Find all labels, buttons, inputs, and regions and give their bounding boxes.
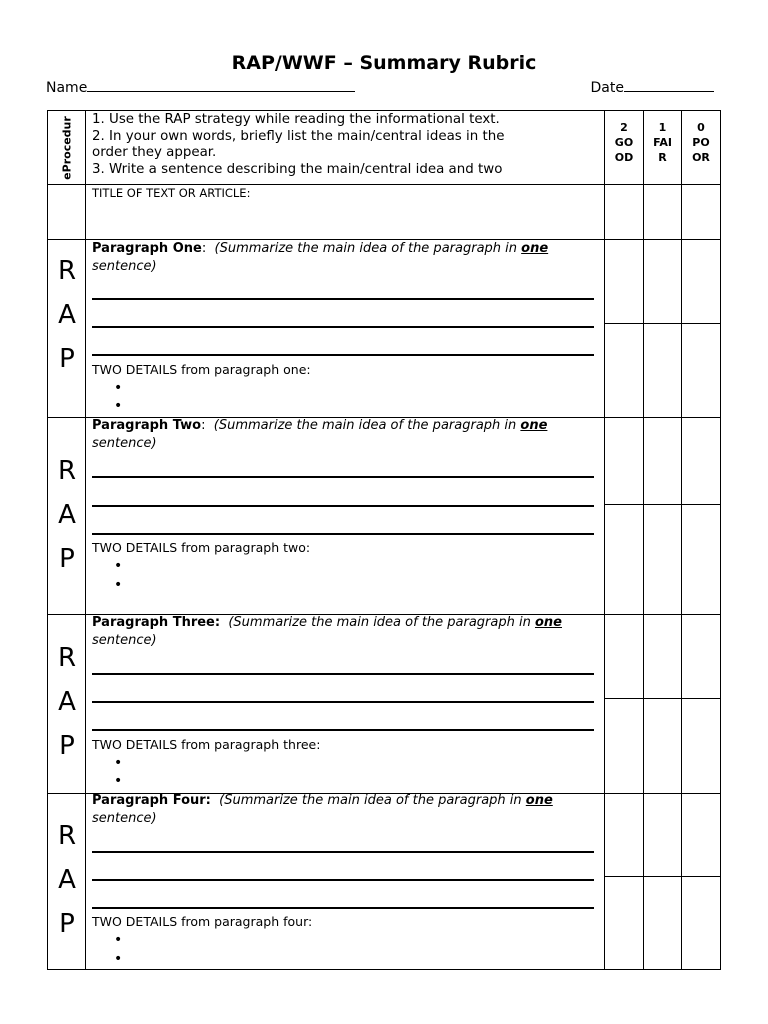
writing-line[interactable] bbox=[92, 879, 594, 881]
score-value: 0 bbox=[697, 121, 705, 134]
rap-letter-p: P bbox=[59, 731, 75, 761]
writing-line[interactable] bbox=[92, 851, 594, 853]
score-label: R bbox=[658, 151, 667, 164]
writing-line[interactable] bbox=[92, 354, 594, 356]
writing-line[interactable] bbox=[92, 907, 594, 909]
table-border-top bbox=[47, 110, 720, 111]
detail-bullet[interactable]: • bbox=[114, 951, 123, 967]
detail-bullet[interactable]: • bbox=[114, 380, 123, 396]
procedure-label: eProcedur bbox=[60, 116, 74, 180]
paragraph-instruction-end: sentence) bbox=[92, 811, 157, 826]
page-title: RAP/WWF – Summary Rubric bbox=[231, 52, 537, 74]
score-header-good bbox=[605, 112, 643, 165]
writing-line[interactable] bbox=[92, 298, 594, 300]
paragraph-instruction-end: sentence) bbox=[92, 436, 157, 451]
paragraph-emphasis: one bbox=[525, 793, 553, 808]
rap-letter-r: R bbox=[57, 456, 77, 486]
col-divider bbox=[604, 110, 605, 970]
writing-line[interactable] bbox=[92, 476, 594, 478]
detail-bullet[interactable]: • bbox=[114, 755, 123, 771]
rap-letters bbox=[48, 249, 86, 381]
instruction-line: 2. In your own words, briefly list the main/central ideas in the bbox=[92, 128, 505, 144]
rap-letter-a: A bbox=[58, 865, 76, 895]
score-header-fair bbox=[644, 112, 681, 165]
score-label: GO bbox=[614, 136, 634, 149]
rap-letter-a: A bbox=[58, 687, 76, 717]
paragraph-three-details-label: TWO DETAILS from paragraph three: bbox=[92, 737, 321, 752]
rap-letter-r: R bbox=[57, 256, 77, 286]
paragraph-name: Paragraph Two bbox=[92, 418, 202, 433]
col-divider bbox=[681, 110, 682, 970]
score-value: 1 bbox=[658, 121, 667, 134]
rap-letters bbox=[48, 814, 86, 946]
score-label: PO bbox=[692, 136, 710, 149]
instruction-line: 1. Use the RAP strategy while reading the informational text. bbox=[92, 112, 500, 127]
rap-letter-a: A bbox=[58, 300, 76, 330]
score-value: 2 bbox=[620, 121, 628, 134]
score-divider bbox=[604, 876, 720, 877]
score-label: FAI bbox=[653, 136, 672, 149]
score-divider bbox=[604, 504, 720, 505]
paragraph-emphasis: one bbox=[534, 615, 562, 630]
paragraph-name: Paragraph Three: bbox=[92, 615, 221, 630]
row-divider bbox=[47, 184, 720, 185]
paragraph-sep: : bbox=[201, 241, 207, 256]
detail-bullet[interactable]: • bbox=[114, 398, 123, 414]
paragraph-two-prompt bbox=[92, 417, 602, 453]
paragraph-sep: : bbox=[201, 418, 206, 433]
paragraph-instruction: (Summarize the main idea of the paragraph in bbox=[219, 793, 526, 808]
procedure-label-cell bbox=[48, 111, 86, 185]
paragraph-instruction: (Summarize the main idea of the paragraph in bbox=[228, 615, 535, 630]
score-divider bbox=[604, 323, 720, 324]
paragraph-emphasis: one bbox=[520, 418, 548, 433]
writing-line[interactable] bbox=[92, 505, 594, 507]
paragraph-four-prompt bbox=[92, 792, 602, 828]
rap-letter-r: R bbox=[57, 821, 77, 851]
paragraph-one-prompt bbox=[92, 240, 602, 276]
col-divider bbox=[643, 110, 644, 970]
rap-letter-a: A bbox=[58, 500, 76, 530]
paragraph-four-details-label: TWO DETAILS from paragraph four: bbox=[92, 914, 313, 929]
rap-letters bbox=[48, 636, 86, 768]
score-divider bbox=[604, 698, 720, 699]
paragraph-three-prompt bbox=[92, 614, 602, 650]
writing-line[interactable] bbox=[92, 326, 594, 328]
instruction-line: 3. Write a sentence describing the main/central idea and two bbox=[92, 161, 503, 177]
writing-line[interactable] bbox=[92, 729, 594, 731]
paragraph-instruction: (Summarize the main idea of the paragraph in bbox=[214, 241, 522, 256]
score-label: OD bbox=[614, 151, 634, 164]
procedure-instructions bbox=[92, 112, 602, 184]
rap-letter-p: P bbox=[59, 544, 75, 574]
paragraph-two-details-label: TWO DETAILS from paragraph two: bbox=[92, 540, 311, 555]
date-label: Date bbox=[590, 80, 624, 96]
paragraph-name: Paragraph One bbox=[92, 241, 202, 256]
writing-line[interactable] bbox=[92, 673, 594, 675]
paragraph-one-details-label: TWO DETAILS from paragraph one: bbox=[92, 362, 311, 377]
detail-bullet[interactable]: • bbox=[114, 932, 123, 948]
rap-letters bbox=[48, 449, 86, 581]
rap-letter-p: P bbox=[59, 344, 75, 374]
paragraph-emphasis: one bbox=[521, 241, 549, 256]
detail-bullet[interactable]: • bbox=[114, 558, 123, 574]
rap-letter-r: R bbox=[57, 643, 77, 673]
writing-line[interactable] bbox=[92, 533, 594, 535]
detail-bullet[interactable]: • bbox=[114, 773, 123, 789]
col-divider bbox=[720, 110, 721, 970]
instruction-line: order they appear. bbox=[92, 145, 217, 160]
paragraph-name: Paragraph Four: bbox=[92, 793, 211, 808]
writing-line[interactable] bbox=[92, 701, 594, 703]
detail-bullet[interactable]: • bbox=[114, 577, 123, 593]
paragraph-instruction-end: sentence) bbox=[92, 633, 157, 648]
score-label: OR bbox=[692, 151, 710, 164]
table-border-bottom bbox=[47, 969, 720, 970]
rap-letter-p: P bbox=[59, 909, 75, 939]
paragraph-instruction: (Summarize the main idea of the paragraph in bbox=[213, 418, 521, 433]
name-label: Name bbox=[46, 80, 88, 96]
paragraph-instruction-end: sentence) bbox=[92, 259, 157, 274]
title-of-text-label: TITLE OF TEXT OR ARTICLE: bbox=[92, 186, 251, 200]
score-header-poor bbox=[682, 112, 720, 165]
